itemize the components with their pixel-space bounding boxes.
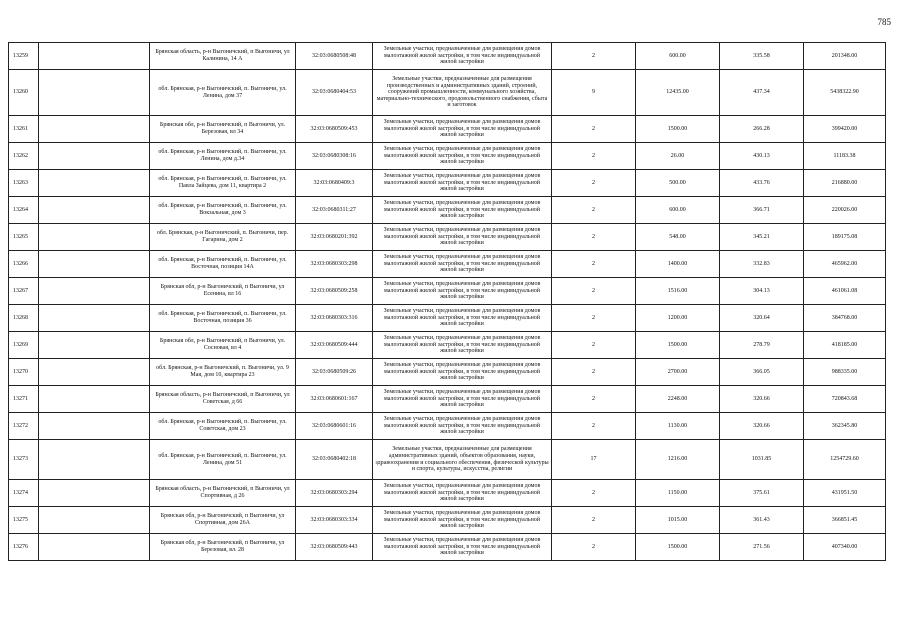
rate-cell: 304.13	[720, 278, 804, 305]
address-cell: обл. Брянская, р-н Выгоничский, п. Выгоничи, ул. Вокзальная, дом 3	[150, 197, 296, 224]
table-row	[9, 440, 886, 480]
group-cell: 2	[552, 43, 636, 70]
area-cell: 1500.00	[636, 534, 720, 561]
registry-table	[8, 42, 886, 561]
rate-cell: 433.76	[720, 170, 804, 197]
land-use-cell: Земельные участки, предназначенные для размещения домов малоэтажной жилой застройки, в том числе индивидуальной жилой застройки	[373, 480, 552, 507]
rate-cell: 430.13	[720, 143, 804, 170]
cadastral-value-cell: 407340.00	[804, 534, 886, 561]
area-cell: 1216.00	[636, 440, 720, 480]
address-cell: обл. Брянская, р-н Выгоничский, п. Выгоничи, ул. Ленина, дом д.34	[150, 143, 296, 170]
blank-cell	[39, 305, 150, 332]
land-use-cell: Земельные участки, предназначенные для размещения домов малоэтажной жилой застройки, в том числе индивидуальной жилой застройки	[373, 359, 552, 386]
blank-cell	[39, 413, 150, 440]
land-use-cell: Земельные участки, предназначенные для размещения домов малоэтажной жилой застройки, в том числе индивидуальной жилой застройки	[373, 43, 552, 70]
table-row	[9, 305, 886, 332]
land-use-cell: Земельные участки, предназначенные для размещения домов малоэтажной жилой застройки, в том числе индивидуальной жилой застройки	[373, 534, 552, 561]
cadastral-number-cell: 32:03:0680303:334	[296, 507, 373, 534]
table-row	[9, 143, 886, 170]
blank-cell	[39, 386, 150, 413]
rate-cell: 1031.85	[720, 440, 804, 480]
land-use-cell: Земельные участки, предназначенные для размещения административных зданий, объектов образования, науки, здравоохранения и социального обеспечения, физической культуры и спорта, культуры, искусства, религии	[373, 440, 552, 480]
rate-cell: 266.28	[720, 116, 804, 143]
table-row	[9, 359, 886, 386]
row-number-cell: 13271	[9, 386, 39, 413]
area-cell: 1500.00	[636, 116, 720, 143]
blank-cell	[39, 43, 150, 70]
address-cell: обл. Брянская, р-н Выгоничский, п. Выгоничи, ул. Павла Зайцева, дом 11, квартира 2	[150, 170, 296, 197]
land-use-cell: Земельные участки, предназначенные для размещения домов малоэтажной жилой застройки, в том числе индивидуальной жилой застройки	[373, 143, 552, 170]
area-cell: 1400.00	[636, 251, 720, 278]
area-cell: 1150.00	[636, 480, 720, 507]
address-cell: обл. Брянская, р-н Выгоничский, п. Выгоничи, ул. 9 Мая, дом 10, квартира 23	[150, 359, 296, 386]
table-row	[9, 224, 886, 251]
blank-cell	[39, 116, 150, 143]
land-use-cell: Земельные участки, предназначенные для размещения домов малоэтажной жилой застройки, в том числе индивидуальной жилой застройки	[373, 170, 552, 197]
row-number-cell: 13259	[9, 43, 39, 70]
rate-cell: 278.79	[720, 332, 804, 359]
cadastral-number-cell: 32:03:0680303:316	[296, 305, 373, 332]
land-use-cell: Земельные участки, предназначенные для размещения домов малоэтажной жилой застройки, в том числе индивидуальной жилой застройки	[373, 413, 552, 440]
cadastral-value-cell: 189175.08	[804, 224, 886, 251]
address-cell: обл. Брянская, р-н Выгоничский, п. Выгоничи, ул. Ленина, дом 37	[150, 70, 296, 116]
area-cell: 1015.00	[636, 507, 720, 534]
cadastral-number-cell: 32:03:0680508:48	[296, 43, 373, 70]
cadastral-value-cell: 5438322.90	[804, 70, 886, 116]
rate-cell: 320.66	[720, 413, 804, 440]
land-use-cell: Земельные участки, предназначенные для размещения производственных и административных зданий, строений, сооружений промышленности, коммунального хозяйства, материально-технического, продовольственного снабжения, сбыта и заготовок	[373, 70, 552, 116]
table-row	[9, 116, 886, 143]
row-number-cell: 13276	[9, 534, 39, 561]
group-cell: 2	[552, 224, 636, 251]
rate-cell: 375.61	[720, 480, 804, 507]
cadastral-number-cell: 32:03:0680303:294	[296, 480, 373, 507]
cadastral-value-cell: 720843.68	[804, 386, 886, 413]
cadastral-value-cell: 461061.08	[804, 278, 886, 305]
group-cell: 2	[552, 359, 636, 386]
cadastral-value-cell: 399420.00	[804, 116, 886, 143]
land-use-cell: Земельные участки, предназначенные для размещения домов малоэтажной жилой застройки, в том числе индивидуальной жилой застройки	[373, 305, 552, 332]
group-cell: 2	[552, 480, 636, 507]
rate-cell: 335.58	[720, 43, 804, 70]
rate-cell: 366.05	[720, 359, 804, 386]
address-cell: Брянская обл, р-н Выгоничский, п Выгоничи, ул Березовая, вл. 28	[150, 534, 296, 561]
cadastral-number-cell: 32:03:0680601:167	[296, 386, 373, 413]
cadastral-value-cell: 220026.00	[804, 197, 886, 224]
group-cell: 2	[552, 197, 636, 224]
cadastral-number-cell: 32:03:0680409:3	[296, 170, 373, 197]
cadastral-number-cell: 32:03:0680509:444	[296, 332, 373, 359]
blank-cell	[39, 70, 150, 116]
address-cell: Брянская обл, р-н Выгоничский, п Выгоничи, ул. Березовая, вл 34	[150, 116, 296, 143]
row-number-cell: 13263	[9, 170, 39, 197]
row-number-cell: 13260	[9, 70, 39, 116]
table-row	[9, 413, 886, 440]
rate-cell: 332.83	[720, 251, 804, 278]
group-cell: 2	[552, 534, 636, 561]
cadastral-number-cell: 32:03:0680509:443	[296, 534, 373, 561]
cadastral-number-cell: 32:03:0680201:392	[296, 224, 373, 251]
page-number: 785	[877, 17, 891, 27]
blank-cell	[39, 170, 150, 197]
group-cell: 2	[552, 170, 636, 197]
table-row	[9, 507, 886, 534]
land-use-cell: Земельные участки, предназначенные для размещения домов малоэтажной жилой застройки, в том числе индивидуальной жилой застройки	[373, 278, 552, 305]
address-cell: обл. Брянская, р-н Выгоничский, п. Выгоничи, ул. Ленина, дом 51	[150, 440, 296, 480]
address-cell: Брянская область, р-н Выгоничский, п Выгоничи, ул Советская, д 66	[150, 386, 296, 413]
table-row	[9, 43, 886, 70]
group-cell: 2	[552, 278, 636, 305]
row-number-cell: 13264	[9, 197, 39, 224]
table-row	[9, 278, 886, 305]
land-use-cell: Земельные участки, предназначенные для размещения домов малоэтажной жилой застройки, в том числе индивидуальной жилой застройки	[373, 224, 552, 251]
row-number-cell: 13273	[9, 440, 39, 480]
area-cell: 2700.00	[636, 359, 720, 386]
row-number-cell: 13272	[9, 413, 39, 440]
blank-cell	[39, 480, 150, 507]
row-number-cell: 13265	[9, 224, 39, 251]
blank-cell	[39, 332, 150, 359]
cadastral-number-cell: 32:03:0680509:258	[296, 278, 373, 305]
blank-cell	[39, 278, 150, 305]
address-cell: обл. Брянская, р-н Выгоничский, п. Выгоничи, ул. Советская, дом 23	[150, 413, 296, 440]
cadastral-number-cell: 32:03:0680311:27	[296, 197, 373, 224]
area-cell: 600.00	[636, 197, 720, 224]
row-number-cell: 13261	[9, 116, 39, 143]
row-number-cell: 13262	[9, 143, 39, 170]
area-cell: 26.00	[636, 143, 720, 170]
address-cell: обл. Брянская, р-н Выгоничский, п. Выгоничи, ул. Восточная, позиция 36	[150, 305, 296, 332]
cadastral-number-cell: 32:03:0680601:16	[296, 413, 373, 440]
blank-cell	[39, 440, 150, 480]
cadastral-number-cell: 32:03:0680404:53	[296, 70, 373, 116]
cadastral-number-cell: 32:03:0680509:26	[296, 359, 373, 386]
table-row	[9, 197, 886, 224]
land-use-cell: Земельные участки, предназначенные для размещения домов малоэтажной жилой застройки, в том числе индивидуальной жилой застройки	[373, 386, 552, 413]
table-row	[9, 170, 886, 197]
rate-cell: 437.34	[720, 70, 804, 116]
area-cell: 1516.00	[636, 278, 720, 305]
address-cell: Брянская область, р-н Выгоничский, п Выгоничи, ул Калинина, 14 А	[150, 43, 296, 70]
table-row	[9, 70, 886, 116]
cadastral-number-cell: 32:03:0680402:18	[296, 440, 373, 480]
rate-cell: 361.43	[720, 507, 804, 534]
rate-cell: 366.71	[720, 197, 804, 224]
blank-cell	[39, 143, 150, 170]
rate-cell: 345.21	[720, 224, 804, 251]
row-number-cell: 13266	[9, 251, 39, 278]
group-cell: 17	[552, 440, 636, 480]
table-row	[9, 332, 886, 359]
area-cell: 1500.00	[636, 332, 720, 359]
land-use-cell: Земельные участки, предназначенные для размещения домов малоэтажной жилой застройки, в том числе индивидуальной жилой застройки	[373, 116, 552, 143]
address-cell: обл. Брянская, р-н Выгоничский, п. Выгоничи, ул. Восточная, позиция 14А	[150, 251, 296, 278]
area-cell: 12435.00	[636, 70, 720, 116]
blank-cell	[39, 224, 150, 251]
address-cell: Брянская обл, р-н Выгоничский, п Выгоничи, ул Есенина, вл 16	[150, 278, 296, 305]
row-number-cell: 13267	[9, 278, 39, 305]
rate-cell: 320.66	[720, 386, 804, 413]
table-row	[9, 480, 886, 507]
area-cell: 1130.00	[636, 413, 720, 440]
registry-table-body	[9, 43, 886, 561]
cadastral-value-cell: 216880.00	[804, 170, 886, 197]
land-use-cell: Земельные участки, предназначенные для размещения домов малоэтажной жилой застройки, в том числе индивидуальной жилой застройки	[373, 332, 552, 359]
group-cell: 2	[552, 116, 636, 143]
area-cell: 500.00	[636, 170, 720, 197]
row-number-cell: 13269	[9, 332, 39, 359]
table-row	[9, 534, 886, 561]
address-cell: Брянская область, р-н Выгоничский, п Выгоничи, ул Спортивная, д 26	[150, 480, 296, 507]
cadastral-value-cell: 465962.00	[804, 251, 886, 278]
row-number-cell: 13275	[9, 507, 39, 534]
area-cell: 548.00	[636, 224, 720, 251]
group-cell: 2	[552, 386, 636, 413]
row-number-cell: 13268	[9, 305, 39, 332]
area-cell: 2248.00	[636, 386, 720, 413]
address-cell: обл. Брянская, р-н Выгоничский, п. Выгоничи, пер. Гагарина, дом 2	[150, 224, 296, 251]
group-cell: 9	[552, 70, 636, 116]
cadastral-value-cell: 362345.80	[804, 413, 886, 440]
blank-cell	[39, 359, 150, 386]
rate-cell: 320.64	[720, 305, 804, 332]
blank-cell	[39, 251, 150, 278]
group-cell: 2	[552, 305, 636, 332]
cadastral-number-cell: 32:03:0680303:298	[296, 251, 373, 278]
address-cell: Брянская обл, р-н Выгоничский, п Выгоничи, ул. Сосновая, вл 4	[150, 332, 296, 359]
table-row	[9, 251, 886, 278]
cadastral-number-cell: 32:03:0680509:453	[296, 116, 373, 143]
address-cell: Брянская обл, р-н Выгоничский, п Выгоничи, ул Спортивная, дом 26А	[150, 507, 296, 534]
cadastral-value-cell: 418185.00	[804, 332, 886, 359]
land-use-cell: Земельные участки, предназначенные для размещения домов малоэтажной жилой застройки, в том числе индивидуальной жилой застройки	[373, 197, 552, 224]
cadastral-number-cell: 32:03:0680308:16	[296, 143, 373, 170]
cadastral-value-cell: 11183.38	[804, 143, 886, 170]
blank-cell	[39, 197, 150, 224]
row-number-cell: 13274	[9, 480, 39, 507]
cadastral-value-cell: 431951.50	[804, 480, 886, 507]
land-use-cell: Земельные участки, предназначенные для размещения домов малоэтажной жилой застройки, в том числе индивидуальной жилой застройки	[373, 251, 552, 278]
blank-cell	[39, 534, 150, 561]
row-number-cell: 13270	[9, 359, 39, 386]
group-cell: 2	[552, 507, 636, 534]
table-row	[9, 386, 886, 413]
blank-cell	[39, 507, 150, 534]
area-cell: 1200.00	[636, 305, 720, 332]
cadastral-value-cell: 1254729.60	[804, 440, 886, 480]
area-cell: 600.00	[636, 43, 720, 70]
cadastral-value-cell: 988335.00	[804, 359, 886, 386]
cadastral-value-cell: 366851.45	[804, 507, 886, 534]
cadastral-value-cell: 384768.00	[804, 305, 886, 332]
cadastral-value-cell: 201348.00	[804, 43, 886, 70]
group-cell: 2	[552, 413, 636, 440]
land-use-cell: Земельные участки, предназначенные для размещения домов малоэтажной жилой застройки, в том числе индивидуальной жилой застройки	[373, 507, 552, 534]
group-cell: 2	[552, 143, 636, 170]
group-cell: 2	[552, 251, 636, 278]
rate-cell: 271.56	[720, 534, 804, 561]
group-cell: 2	[552, 332, 636, 359]
